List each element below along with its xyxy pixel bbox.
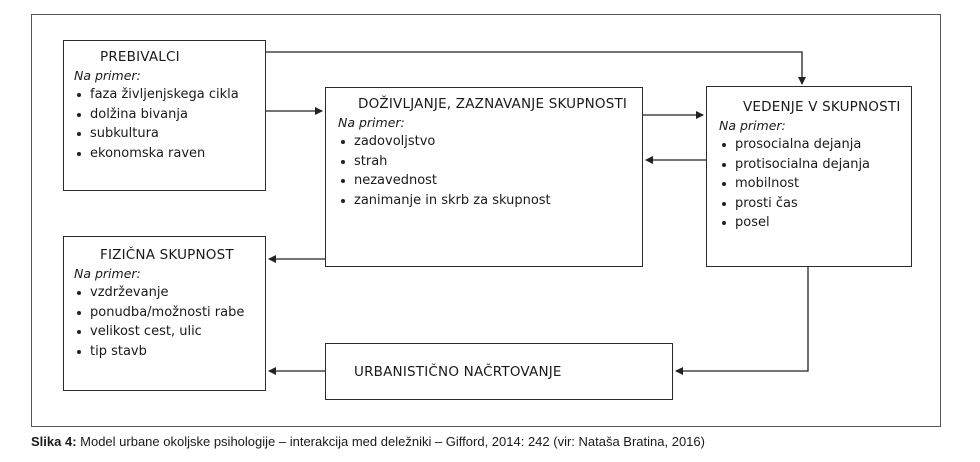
list-item: vzdrževanje	[74, 283, 265, 303]
example-list	[338, 132, 642, 210]
box-urbanisticno	[325, 343, 673, 400]
list-item: tip stavb	[74, 342, 265, 362]
arrow-prebivalci-to-vedenje	[266, 52, 802, 84]
list-item: strah	[338, 152, 642, 172]
box-title: DOŽIVLJANJE, ZAZNAVANJE SKUPNOSTI	[358, 96, 628, 112]
list-item: mobilnost	[719, 174, 911, 194]
box-subtitle: Na primer:	[719, 118, 786, 133]
box-prebivalci	[63, 40, 266, 191]
list-item: posel	[719, 213, 911, 233]
example-list	[74, 283, 265, 361]
example-list	[719, 135, 911, 233]
list-item: velikost cest, ulic	[74, 322, 265, 342]
list-item: dolžina bivanja	[74, 105, 265, 125]
caption-text: Model urbane okoljske psihologije – interakcija med deležniki – Gifford, 2014: 242 (vir: Nataša Bratina, 2016)	[76, 434, 705, 449]
list-item: nezavednost	[338, 171, 642, 191]
caption-label: Slika 4:	[31, 434, 77, 449]
box-subtitle: Na primer:	[74, 266, 141, 281]
figure-caption	[31, 434, 705, 449]
box-subtitle: Na primer:	[74, 68, 141, 83]
list-item: ponudba/možnosti rabe	[74, 303, 265, 323]
box-title: FIZIČNA SKUPNOST	[100, 247, 234, 263]
box-dozivljanje	[325, 87, 643, 267]
list-item: prosocialna dejanja	[719, 135, 911, 155]
list-item: subkultura	[74, 124, 265, 144]
list-item: protisocialna dejanja	[719, 155, 911, 175]
box-title: URBANISTIČNO NAČRTOVANJE	[354, 363, 562, 380]
arrow-vedenje-to-urbanisticno	[676, 267, 808, 371]
box-title: PREBIVALCI	[100, 49, 180, 65]
list-item: faza življenjskega cikla	[74, 85, 265, 105]
list-item: ekonomska raven	[74, 144, 265, 164]
list-item: prosti čas	[719, 194, 911, 214]
box-fizicna	[63, 236, 266, 391]
box-title: VEDENJE V SKUPNOSTI	[743, 99, 901, 115]
box-vedenje	[706, 86, 912, 267]
example-list	[74, 85, 265, 163]
box-subtitle: Na primer:	[338, 115, 405, 130]
list-item: zanimanje in skrb za skupnost	[338, 191, 642, 211]
list-item: zadovoljstvo	[338, 132, 642, 152]
